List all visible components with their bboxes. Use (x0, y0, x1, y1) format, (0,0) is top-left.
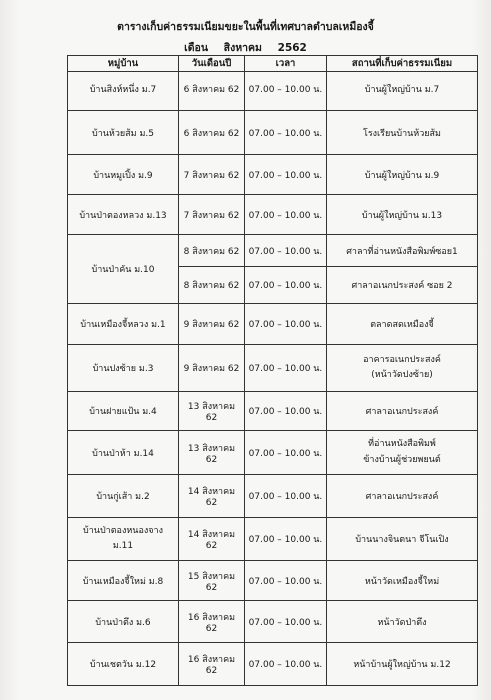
table-row (68, 475, 478, 518)
date-cell: 8 สิงหาคม 62 (179, 235, 245, 267)
date-cell: 8 สิงหาคม 62 (179, 267, 245, 304)
village-cell: บ้านสิงห์หนึ่ง ม.7 (68, 72, 179, 111)
table-row (68, 643, 478, 686)
time-cell: 07.00 – 10.00 น. (245, 431, 327, 475)
village-cell: บ้านกู่เส้า ม.2 (68, 475, 179, 518)
time-cell: 07.00 – 10.00 น. (245, 475, 327, 518)
village-cell: บ้านห้วยส้ม ม.5 (68, 111, 179, 155)
date-cell: 13 สิงหาคม 62 (179, 392, 245, 431)
date-cell: 9 สิงหาคม 62 (179, 345, 245, 392)
place-cell (327, 431, 478, 475)
month-label: เดือน (184, 42, 209, 54)
date-cell: 6 สิงหาคม 62 (179, 72, 245, 111)
place-cell: ศาลาอเนกประสงค์ (327, 392, 478, 431)
table-row (68, 392, 478, 431)
time-cell: 07.00 – 10.00 น. (245, 111, 327, 155)
time-cell: 07.00 – 10.00 น. (245, 345, 327, 392)
place-cell: บ้านผู้ใหญ่บ้าน ม.9 (327, 155, 478, 195)
table-row (68, 561, 478, 601)
place-line: อาคารอเนกประสงค์ (363, 354, 441, 365)
time-cell: 07.00 – 10.00 น. (245, 643, 327, 686)
village-cell: บ้านหมูเปิ้ง ม.9 (68, 155, 179, 195)
table-row (68, 111, 478, 155)
time-cell: 07.00 – 10.00 น. (245, 304, 327, 345)
header-time: เวลา (245, 56, 327, 72)
village-cell: บ้านป่าห้า ม.14 (68, 431, 179, 475)
village-cell: บ้านเชตวัน ม.12 (68, 643, 179, 686)
village-cell (68, 518, 179, 561)
place-cell: บ้านผู้ใหญ่บ้าน ม.13 (327, 195, 478, 235)
table-header-row (68, 56, 478, 72)
table-row (68, 304, 478, 345)
village-cell: บ้านป่าคัน ม.10 (68, 235, 179, 304)
header-village: หมู่บ้าน (68, 56, 179, 72)
place-line: ที่อ่านหนังสือพิมพ์ (368, 439, 436, 450)
time-cell: 07.00 – 10.00 น. (245, 155, 327, 195)
village-cell: บ้านป่าตองหลวง ม.13 (68, 195, 179, 235)
time-cell: 07.00 – 10.00 น. (245, 267, 327, 304)
date-cell: 13 สิงหาคม 62 (179, 431, 245, 475)
table-row (68, 235, 478, 267)
place-cell: โรงเรียนบ้านห้วยส้ม (327, 111, 478, 155)
document-subtitle (0, 39, 491, 56)
place-cell: หน้าวัดป่าตึง (327, 601, 478, 643)
village-line: ม.11 (112, 541, 134, 551)
time-cell: 07.00 – 10.00 น. (245, 392, 327, 431)
table-row (68, 431, 478, 475)
place-cell: ศาลาอเนกประสงค์ ซอย 2 (327, 267, 478, 304)
village-cell: บ้านป่าตึง ม.6 (68, 601, 179, 643)
table-row (68, 518, 478, 561)
place-cell (327, 345, 478, 392)
village-cell: บ้านฝายแป้น ม.4 (68, 392, 179, 431)
time-cell: 07.00 – 10.00 น. (245, 561, 327, 601)
place-cell: บ้านผู้ใหญ่บ้าน ม.7 (327, 72, 478, 111)
village-cell: บ้านปงซ้าย ม.3 (68, 345, 179, 392)
time-cell: 07.00 – 10.00 น. (245, 72, 327, 111)
date-cell: 14 สิงหาคม 62 (179, 518, 245, 561)
table-row (68, 195, 478, 235)
table-row (68, 155, 478, 195)
date-cell: 9 สิงหาคม 62 (179, 304, 245, 345)
date-cell: 6 สิงหาคม 62 (179, 111, 245, 155)
place-line: (หน้าวัดปงซ้าย) (371, 370, 433, 380)
time-cell: 07.00 – 10.00 น. (245, 195, 327, 235)
place-cell: ศาลาที่อ่านหนังสือพิมพ์ซอย1 (327, 235, 478, 267)
date-cell: 7 สิงหาคม 62 (179, 155, 245, 195)
place-cell: ศาลาอเนกประสงค์ (327, 475, 478, 518)
table-row (68, 345, 478, 392)
place-cell: หน้าบ้านผู้ใหญ่บ้าน ม.12 (327, 643, 478, 686)
schedule-table (67, 55, 478, 686)
village-cell: บ้านเหมืองจี้ใหม่ ม.8 (68, 561, 179, 601)
place-cell: ตลาดสดเหมืองจี้ (327, 304, 478, 345)
table-row (68, 72, 478, 111)
date-cell: 16 สิงหาคม 62 (179, 643, 245, 686)
place-cell: หน้าวัดเหมืองจี้ใหม่ (327, 561, 478, 601)
date-cell: 14 สิงหาคม 62 (179, 475, 245, 518)
time-cell: 07.00 – 10.00 น. (245, 518, 327, 561)
date-cell: 7 สิงหาคม 62 (179, 195, 245, 235)
time-cell: 07.00 – 10.00 น. (245, 235, 327, 267)
document-title: ตารางเก็บค่าธรรมเนียมขยะในพื้นที่เทศบาลตำบลเหมืองจี้ (117, 21, 374, 33)
place-cell: บ้านนางจินตนา จีโนเปิง (327, 518, 478, 561)
header-date: วันเดือนปี (179, 56, 245, 72)
date-cell: 16 สิงหาคม 62 (179, 601, 245, 643)
place-line: ข้างบ้านผู้ช่วยพยนต์ (363, 454, 441, 465)
village-cell: บ้านเหมืองจี้หลวง ม.1 (68, 304, 179, 345)
year-value: 2562 (277, 42, 307, 54)
month-value: สิงหาคม (223, 42, 262, 54)
date-cell: 15 สิงหาคม 62 (179, 561, 245, 601)
time-cell: 07.00 – 10.00 น. (245, 601, 327, 643)
table-row (68, 601, 478, 643)
village-line: บ้านป่าตองหนองจาง (83, 525, 163, 536)
header-place: สถานที่เก็บค่าธรรมเนียม (327, 56, 478, 72)
